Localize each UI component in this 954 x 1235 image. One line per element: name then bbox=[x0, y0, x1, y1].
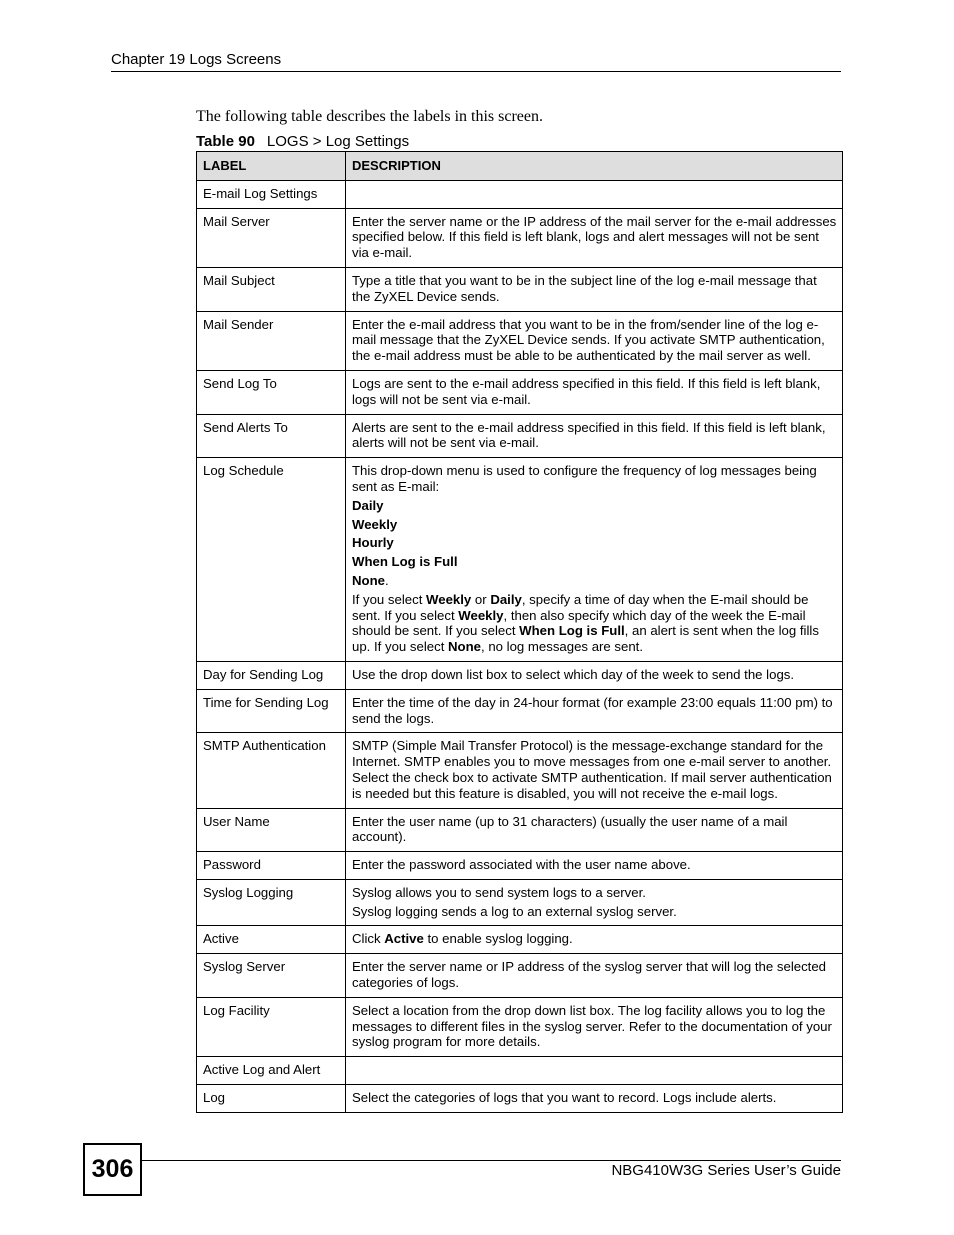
row-label: SMTP Authentication bbox=[197, 733, 346, 808]
bold-run: Active bbox=[384, 931, 424, 947]
table-row bbox=[197, 926, 843, 954]
row-label: Syslog Server bbox=[197, 954, 346, 998]
row-description bbox=[346, 926, 843, 954]
running-header: Chapter 19 Logs Screens bbox=[111, 51, 282, 68]
table-row bbox=[197, 689, 843, 733]
bold-run: When Log is Full bbox=[519, 623, 625, 639]
row-label: E-mail Log Settings bbox=[197, 180, 346, 208]
table-header-row bbox=[197, 152, 843, 181]
column-header-description: DESCRIPTION bbox=[346, 152, 843, 181]
bold-run: Weekly bbox=[426, 591, 472, 607]
table-caption bbox=[196, 132, 409, 151]
table-row bbox=[197, 458, 843, 662]
row-label: Time for Sending Log bbox=[197, 689, 346, 733]
row-description: Use the drop down list box to select which day of the week to send the logs. bbox=[346, 661, 843, 689]
row-description bbox=[346, 733, 843, 808]
row-description: Type a title that you want to be in the subject line of the log e-mail message that the ZyXEL Device sends. bbox=[346, 267, 843, 311]
option-none: None bbox=[352, 572, 385, 588]
row-label: Active bbox=[197, 926, 346, 954]
row-label: Day for Sending Log bbox=[197, 661, 346, 689]
row-description bbox=[346, 180, 843, 208]
table-row bbox=[197, 370, 843, 414]
option-hourly: Hourly bbox=[352, 535, 394, 551]
table-row bbox=[197, 997, 843, 1056]
bold-run: Weekly bbox=[458, 607, 504, 623]
row-label: Log Schedule bbox=[197, 458, 346, 662]
row-label: Log Facility bbox=[197, 997, 346, 1056]
table-row bbox=[197, 879, 843, 926]
text-run: If you select bbox=[352, 591, 427, 607]
row-label: Active Log and Alert bbox=[197, 1057, 346, 1085]
header-rule bbox=[111, 71, 841, 72]
row-label: Log bbox=[197, 1085, 346, 1113]
row-label: Password bbox=[197, 852, 346, 880]
row-description: Enter the server name or the IP address of the mail server for the e-mail addresses specified below. If this field is left blank, logs and alert messages will not be sent via e-mail. bbox=[346, 208, 843, 267]
option-weekly: Weekly bbox=[352, 516, 398, 532]
row-description: Alerts are sent to the e-mail address specified in this field. If this field is left blank, alerts will not be sent via e-mail. bbox=[346, 414, 843, 458]
footer-rule bbox=[140, 1160, 841, 1161]
table-row bbox=[197, 414, 843, 458]
table-row bbox=[197, 1057, 843, 1085]
table-row bbox=[197, 208, 843, 267]
row-description: Select a location from the drop down list box. The log facility allows you to log the messages to different files in the syslog server. Refer to the documentation of your syslog program for more details. bbox=[346, 997, 843, 1056]
row-description: Enter the password associated with the user name above. bbox=[346, 852, 843, 880]
row-description: Logs are sent to the e-mail address specified in this field. If this field is left blank, logs will not be sent via e-mail. bbox=[346, 370, 843, 414]
description-paragraph: Syslog allows you to send system logs to a server. bbox=[352, 884, 646, 900]
row-description: Select the categories of logs that you want to record. Logs include alerts. bbox=[346, 1085, 843, 1113]
table-row bbox=[197, 1085, 843, 1113]
text-run: , specify a time of day when the E-mail should be sent. If you select bbox=[352, 591, 809, 623]
option-none-period: . bbox=[384, 572, 389, 588]
table-caption-title: LOGS > Log Settings bbox=[266, 133, 410, 150]
column-header-label: LABEL bbox=[197, 152, 346, 181]
row-description bbox=[346, 458, 843, 662]
bold-run: Daily bbox=[490, 591, 522, 607]
table-row bbox=[197, 267, 843, 311]
text-run: or bbox=[471, 591, 491, 607]
page-number: 306 bbox=[83, 1143, 142, 1196]
row-description bbox=[346, 879, 843, 926]
text-run: Click bbox=[352, 931, 385, 947]
guide-title: NBG410W3G Series User’s Guide bbox=[611, 1162, 841, 1179]
table-row bbox=[197, 808, 843, 852]
description-paragraph: Syslog logging sends a log to an external syslog server. bbox=[352, 903, 677, 919]
table-caption-number: Table 90 bbox=[196, 133, 255, 150]
row-label: Syslog Logging bbox=[197, 879, 346, 926]
row-label: Mail Sender bbox=[197, 311, 346, 370]
table-row bbox=[197, 954, 843, 998]
row-label: Mail Server bbox=[197, 208, 346, 267]
description-paragraph: SMTP (Simple Mail Transfer Protocol) is the message-exchange standard for the Internet. SMTP enables you to move messages from one e-mail server to another. bbox=[352, 738, 832, 770]
option-none-line bbox=[352, 573, 837, 589]
row-label: Mail Subject bbox=[197, 267, 346, 311]
text-run: , then also specify which day of the week the E-mail should be sent. If you select bbox=[352, 607, 806, 639]
option-daily: Daily bbox=[352, 497, 384, 513]
table-row bbox=[197, 180, 843, 208]
table-row bbox=[197, 311, 843, 370]
table-row bbox=[197, 852, 843, 880]
row-label: User Name bbox=[197, 808, 346, 852]
text-run: , an alert is sent when the log fills up. If you select bbox=[352, 623, 819, 655]
row-label: Send Alerts To bbox=[197, 414, 346, 458]
row-description: Enter the e-mail address that you want to be in the from/sender line of the log e-mail message that the ZyXEL Device sends. If you activate SMTP authentication, the e-mail address must be able to be authenticated by the mail server as well. bbox=[346, 311, 843, 370]
text-run: , no log messages are sent. bbox=[481, 639, 644, 655]
description-paragraph: This drop-down menu is used to configure the frequency of log messages being sent as E-mail: bbox=[352, 463, 817, 494]
log-settings-table bbox=[196, 151, 843, 1113]
intro-text: The following table describes the labels in this screen. bbox=[196, 108, 544, 125]
row-description bbox=[346, 1057, 843, 1085]
row-description: Enter the server name or IP address of the syslog server that will log the selected categories of logs. bbox=[346, 954, 843, 998]
option-when-log-is-full: When Log is Full bbox=[352, 554, 458, 570]
row-description: Enter the time of the day in 24-hour format (for example 23:00 equals 11:00 pm) to send the logs. bbox=[346, 689, 843, 733]
table-row bbox=[197, 661, 843, 689]
description-paragraph bbox=[352, 592, 837, 655]
bold-run: None bbox=[448, 639, 481, 655]
text-run: to enable syslog logging. bbox=[423, 931, 573, 947]
table-row bbox=[197, 733, 843, 808]
row-label: Send Log To bbox=[197, 370, 346, 414]
row-description: Enter the user name (up to 31 characters) (usually the user name of a mail account). bbox=[346, 808, 843, 852]
description-paragraph: Select the check box to activate SMTP authentication. If mail server authentication is needed but this feature is disabled, you will not receive the e-mail logs. bbox=[352, 769, 832, 801]
